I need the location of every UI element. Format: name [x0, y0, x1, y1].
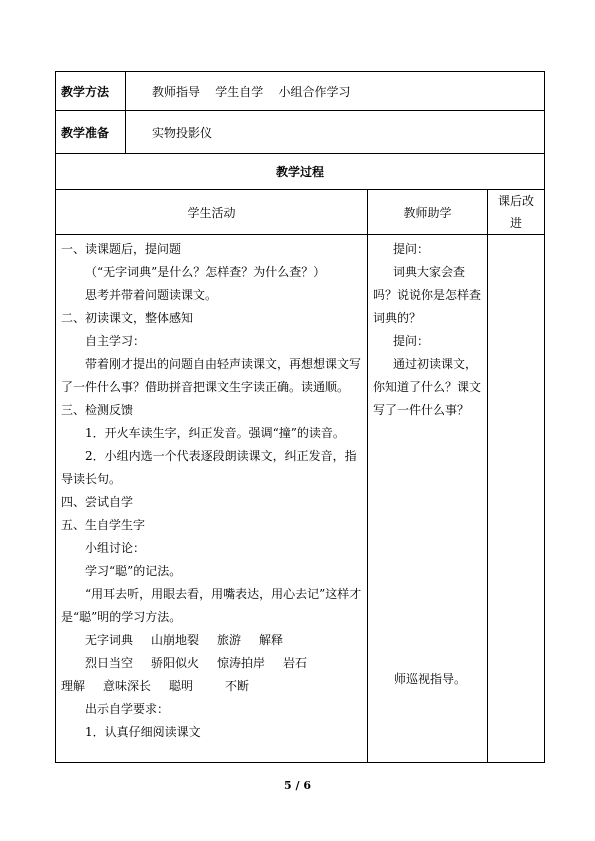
word-list-row: [61, 652, 363, 675]
student-line: 1．认真仔细阅读课文: [85, 725, 201, 739]
student-line: 一、读课题后，提问题: [61, 242, 182, 256]
after-class-header: [488, 190, 545, 235]
teacher-line: 提问：: [393, 334, 430, 348]
process-title-row: [56, 154, 545, 190]
method-value: 教师指导 学生自学 小组合作学习: [126, 72, 545, 111]
word-list-row: [61, 629, 363, 652]
vocab-word: 意味深长: [103, 679, 152, 693]
student-line: （“无字词典”是什么？怎样查？为什么查？）: [85, 265, 326, 279]
vocab-word: 聪明: [169, 679, 194, 693]
vocab-word: 骄阳似火: [151, 656, 200, 670]
word-list-row: [61, 675, 363, 698]
method-label: 教学方法: [56, 72, 126, 111]
vocab-word: 理解: [61, 679, 86, 693]
student-paragraph: 2．小组内选一个代表逐段朗读课文，纠正发音，指导读长句。: [61, 449, 357, 486]
student-activity-cell: [56, 235, 368, 763]
prep-row: [56, 111, 545, 154]
after-class-header-line2: 进: [510, 216, 523, 230]
student-paragraph: 1．开火车读生字，纠正发音。强调“撞”的读音。: [85, 426, 345, 440]
process-title: 教学过程: [56, 154, 545, 190]
content-row: [56, 235, 545, 763]
method-row: [56, 72, 545, 111]
student-line: 四、尝试自学: [61, 495, 134, 509]
student-line: 五、生自学生字: [61, 518, 146, 532]
vocab-word: 惊涛拍岸: [217, 656, 266, 670]
student-paragraph: 带着刚才提出的问题自由轻声读课文，再想想课文写了一件什么事？借助拼音把课文生字读正确。读通顺。: [61, 357, 362, 394]
student-line: 自主学习：: [85, 334, 146, 348]
student-line: 二、初读课文，整体感知: [61, 311, 194, 325]
teacher-help-header: 教师助学: [368, 190, 488, 235]
student-line: 三、检测反馈: [61, 403, 134, 417]
teacher-line: 师巡视指导。: [394, 672, 467, 686]
student-paragraph: “用耳去听，用眼去看，用嘴表达，用心去记”这样才是“聪”明的学习方法。: [61, 587, 362, 624]
prep-value: 实物投影仪: [126, 111, 545, 154]
after-class-header-line1: 课后改: [498, 194, 535, 208]
vocab-word: 山崩地裂: [151, 633, 200, 647]
teacher-line: 提问：: [393, 242, 430, 256]
after-class-cell: [488, 235, 545, 763]
prep-label: 教学准备: [56, 111, 126, 154]
student-line: 小组讨论：: [85, 541, 146, 555]
lesson-plan-table: [55, 71, 545, 763]
student-line: 学习“聪”的记法。: [85, 564, 182, 578]
vocab-word: 烈日当空: [85, 656, 134, 670]
vocab-word: 岩石: [283, 656, 308, 670]
vocab-word: 无字词典: [85, 633, 134, 647]
teacher-help-cell: [368, 235, 488, 763]
student-line: 思考并带着问题读课文。: [85, 288, 218, 302]
vocab-word: 不断: [225, 679, 250, 693]
teacher-paragraph: 词典大家会查吗？说说你是怎样查词典的？: [373, 265, 482, 325]
page-number: 5 / 6: [284, 779, 311, 792]
vocab-word: 旅游: [217, 633, 242, 647]
column-header-row: [56, 190, 545, 235]
student-activity-header: 学生活动: [56, 190, 368, 235]
vocab-word: 解释: [259, 633, 284, 647]
teacher-paragraph: 通过初读课文，你知道了什么？课文写了一件什么事？: [373, 357, 482, 417]
student-line: 出示自学要求：: [85, 702, 170, 716]
